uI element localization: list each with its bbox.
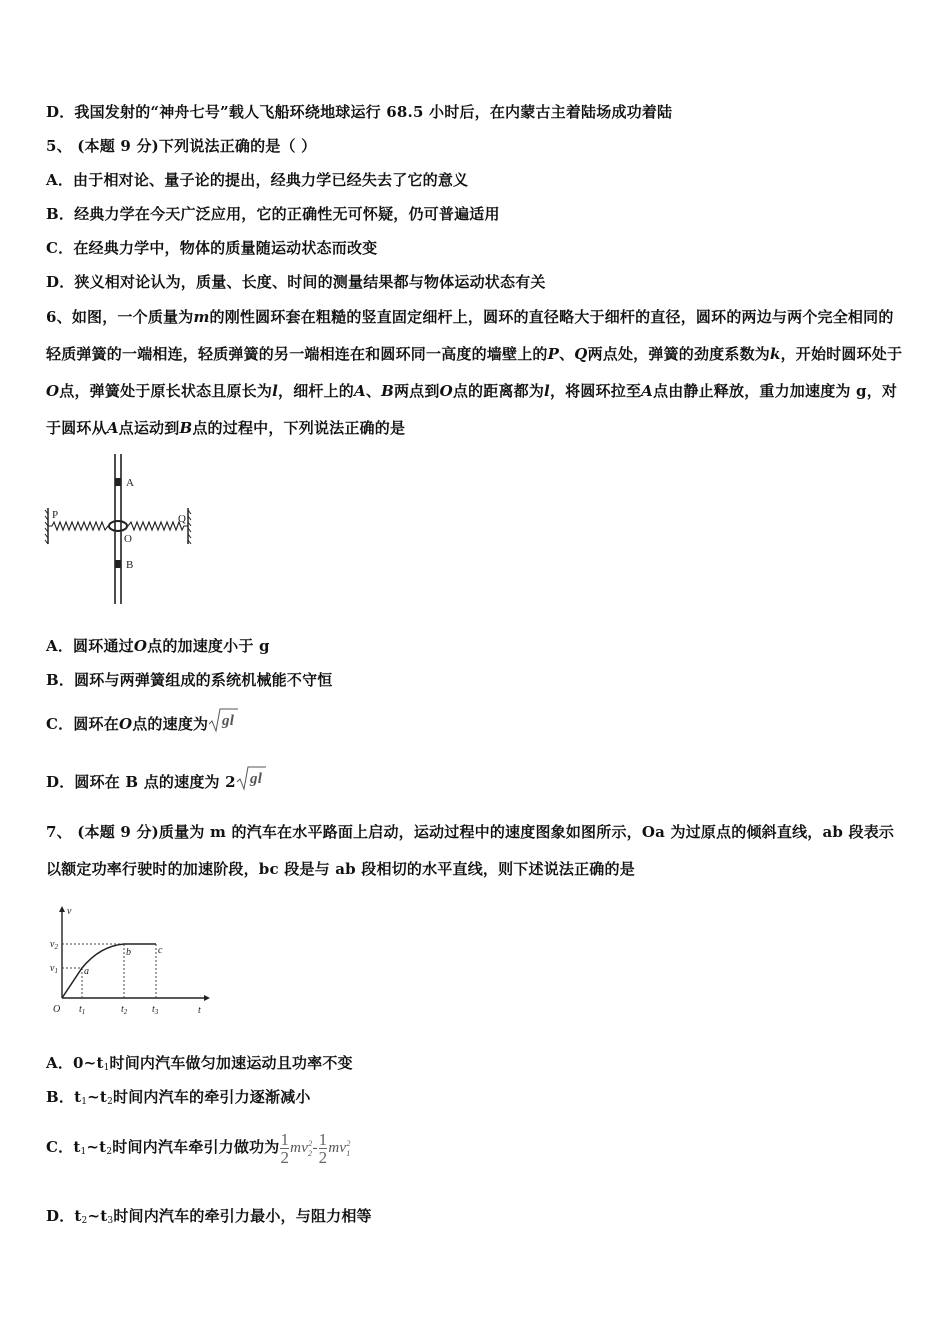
origin-label: O <box>53 1004 61 1015</box>
q5-stem: 5、 (本题 9 分)下列说法正确的是（ ） <box>46 137 317 155</box>
sqrt-gl-2-term: gl <box>249 770 262 787</box>
term-mv2: $mv_2^2$ <box>290 1139 313 1158</box>
q5-option-c: C．在经典力学中，物体的质量随运动状态而改变 <box>46 239 378 257</box>
q6-option-c: C．圆环在O点的速度为 gl <box>46 706 238 744</box>
axis-v-label: v <box>67 906 72 917</box>
q7-velocity-time-graph <box>44 900 214 1020</box>
label-Q: Q <box>178 513 186 525</box>
label-B: B <box>126 559 134 571</box>
q6-ring-spring-figure <box>42 450 202 610</box>
q7-option-c: C．$t_1\sim t_2$时间内汽车牵引力做功为 $\frac{1}{2}$ $mv_2^2-$ $\frac{1}{2}$ $mv_1^2$ <box>46 1129 351 1167</box>
q5-option-d: D．狭义相对论认为，质量、长度、时间的测量结果都与物体运动状态有关 <box>46 273 546 291</box>
t3-label: $t_3$ <box>152 1004 159 1016</box>
t2-label: $t_2$ <box>121 1004 128 1016</box>
q5-option-b: B．经典力学在今天广泛应用，它的正确性无可怀疑，仍可普遍适用 <box>46 205 500 223</box>
label-O: O <box>124 533 132 545</box>
q7-option-b: B．$t_1\sim t_2$时间内汽车的牵引力逐渐减小 <box>46 1088 311 1107</box>
sqrt-gl-2 <box>236 765 266 802</box>
sqrt-gl-term: gl <box>222 712 235 729</box>
point-a-label: a <box>84 966 89 977</box>
q7-option-d: D．$t_2\sim t_3$时间内汽车的牵引力最小，与阻力相等 <box>46 1207 372 1226</box>
q6-option-b: B．圆环与两弹簧组成的系统机械能不守恒 <box>46 671 333 689</box>
minus-sign: - <box>312 1140 318 1156</box>
v1-label: $v_1$ <box>50 963 58 975</box>
term-mv1: $mv_1^2$ <box>328 1139 351 1158</box>
q6-option-a: A．圆环通过O点的加速度小于 g <box>46 637 270 655</box>
q6-stem: 6、如图，一个质量为m的刚性圆环套在粗糙的竖直固定细杆上，圆环的直径略大于细杆的直径，圆环的两边与两个完全相同的轻质弹簧的一端相连，轻质弹簧的另一端相连在和圆环同一高度的墙壁上的P、Q两点处，弹簧的劲度系数为k，开始时圆环处于O点，弹簧处于原长状态且原长为l，细杆上的A、B两点到O点的距离都为l，将圆环拉至A点由静止释放，重力加速度为 g，对于圆环从A点运动到B点的过程中，下列说法正确的是 <box>46 308 903 437</box>
q6-option-d: D．圆环在 B 点的速度为 2 gl <box>46 764 266 802</box>
fraction-half: $\frac{1}{2}$ <box>280 1129 290 1167</box>
q4-option-d: D．我国发射的“神舟七号”载人飞船环绕地球运行 68.5 小时后，在内蒙古主着陆场成功着陆 <box>46 103 673 121</box>
label-A: A <box>126 477 134 489</box>
label-P: P <box>52 509 59 521</box>
q5-option-a: A．由于相对论、量子论的提出，经典力学已经失去了它的意义 <box>46 171 469 189</box>
q7-option-a: A．$0\sim t_1$时间内汽车做匀加速运动且功率不变 <box>46 1054 353 1073</box>
fraction-half-2: $\frac{1}{2}$ <box>318 1129 328 1167</box>
t1-label: $t_1$ <box>79 1004 86 1016</box>
q7-stem: 7、 (本题 9 分)质量为 m 的汽车在水平路面上启动，运动过程中的速度图象如图所示，Oa 为过原点的倾斜直线，ab 段表示以额定功率行驶时的加速阶段，bc 段是与 ab 段相切的水平直线，则下述说法正确的是 <box>46 823 895 878</box>
axis-t-label: t <box>198 1005 201 1016</box>
sqrt-gl <box>208 707 238 744</box>
v2-label: $v_2$ <box>50 939 58 951</box>
point-c-label: c <box>158 945 163 956</box>
point-b-label: b <box>126 947 131 958</box>
